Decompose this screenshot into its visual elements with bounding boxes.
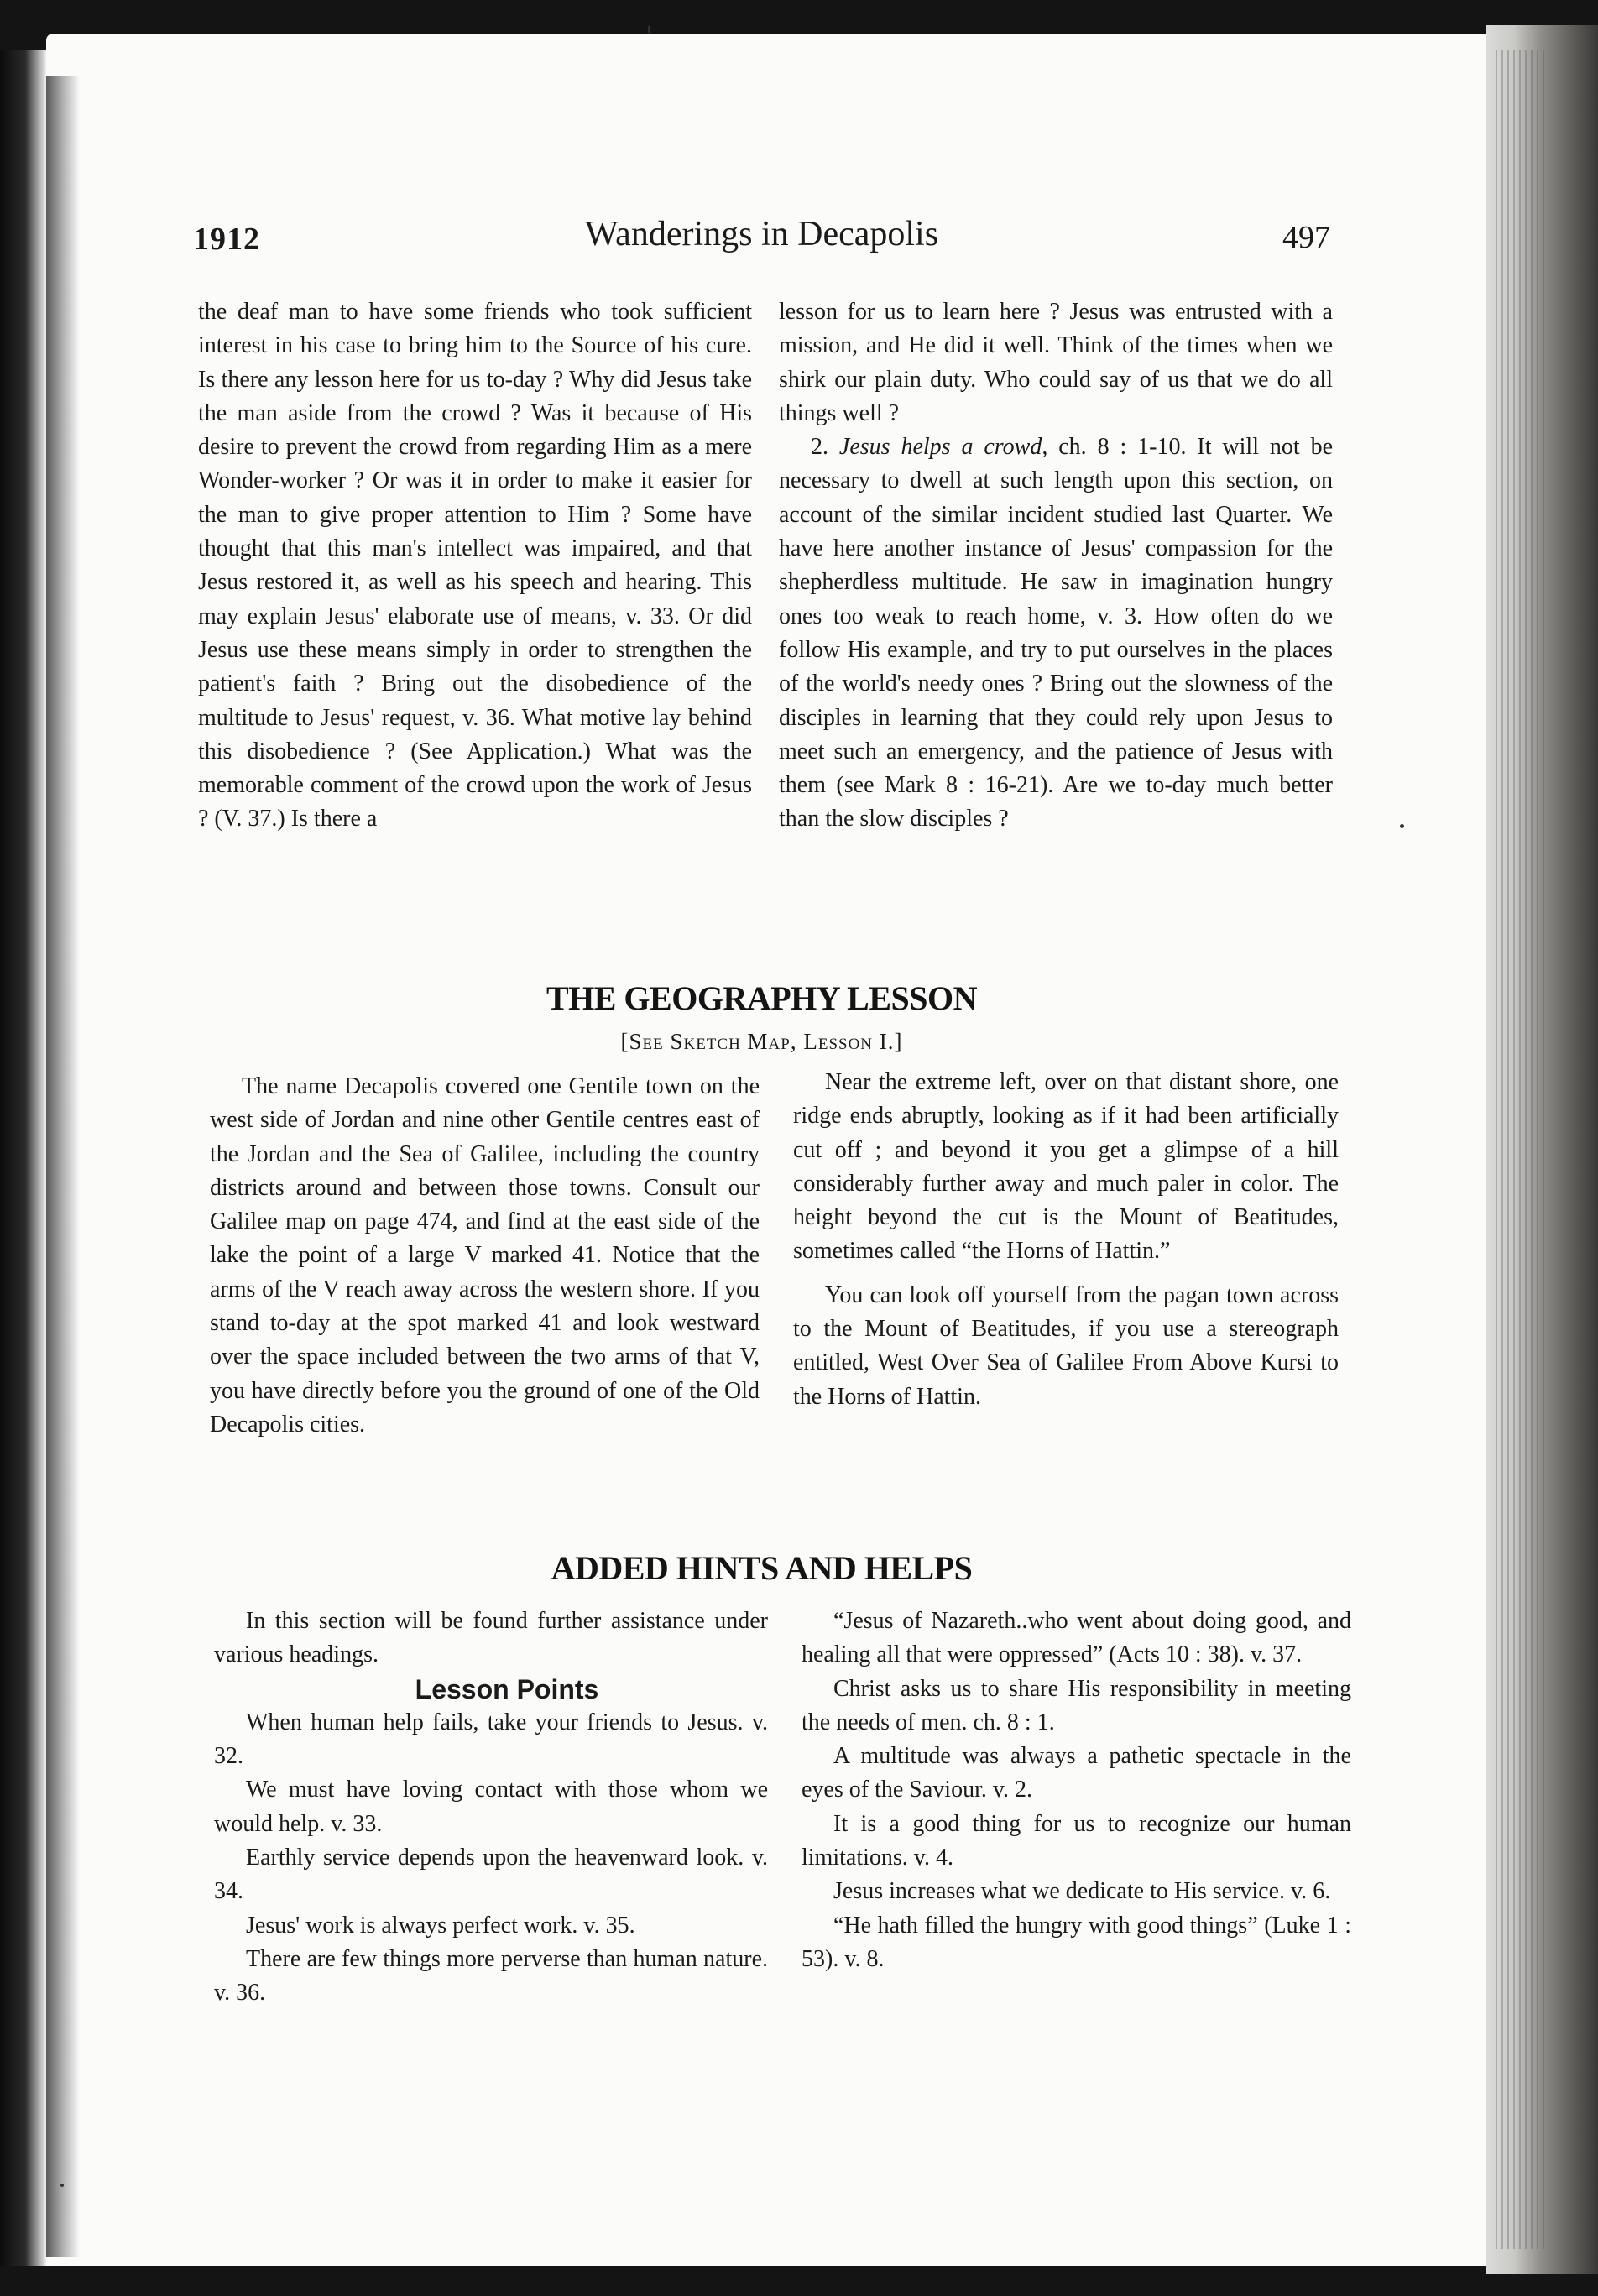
paragraph-section-2	[779, 430, 1333, 837]
paragraph: You can look off yourself from the pagan town across to the Mount of Beatitudes, if you use a stereograph entitled, West Over Sea of Galilee From Above Kursi to the Horns of Hattin.	[793, 1281, 1339, 1410]
header-year: 1912	[193, 222, 260, 257]
lesson-point: Jesus' work is always perfect work. v. 35.	[246, 1912, 635, 1939]
intro-left-column	[198, 295, 752, 837]
page-edge-lines	[1496, 50, 1546, 2249]
lesson-point: When human help fails, take your friends to Jesus. v. 32.	[214, 1709, 768, 1770]
paragraph: the deaf man to have some friends who took sufficient interest in his case to bring him to the Source of his cure. Is there any lesson here for us to-day ? Why did Jesus take the man aside from the crowd ? Was it because of His desire to prevent the crowd from regarding Him as a mere Wonder-worker ? Or was it in order to make it easier for the man to give proper attention to Him ? Some have thought that this man's intellect was impaired, and that Jesus restored it, as well as his speech and hearing. This may explain Jesus' elaborate use of means, v. 33. Or did Jesus use these means simply in order to strengthen the patient's faith ? Bring out the disobedience of the multitude to Jesus' request, v. 36. What motive lay behind this disobedience ? (See Application.) What was the memorable comment of the crowd upon the work of Jesus ? (V. 37.) Is there a	[198, 299, 752, 832]
scan-speck	[60, 2184, 64, 2187]
scan-background-left	[0, 50, 50, 2266]
paragraph: The name Decapolis covered one Gentile town on the west side of Jordan and nine other Gentile centres east of the Jordan and the Sea of Galilee, including the country districts around and between those towns. Consult our Galilee map on page 474, and find at the east side of the lake the point of a large V marked 41. Notice that the arms of the V reach away across the western shore. If you stand to-day at the spot marked 41 and look westward over the space included between the two arms of that V, you have directly before you the ground of one of the Old Decapolis cities.	[210, 1073, 760, 1438]
lesson-point: “He hath filled the hungry with good things” (Luke 1 : 53). v. 8.	[802, 1912, 1351, 1972]
lesson-point: “Jesus of Nazareth..who went about doing good, and healing all that were oppressed” (Acts 10 : 38). v. 37.	[802, 1608, 1351, 1668]
scan-speck	[1400, 824, 1404, 828]
spine-shadow	[46, 76, 80, 2257]
lesson-point: There are few things more perverse than human nature. v. 36.	[214, 1945, 768, 2006]
geography-right-column	[793, 1066, 1339, 1414]
paragraph: Near the extreme left, over on that distant shore, one ridge ends abruptly, looking as if it had been artificially cut off ; and beyond it you get a glimpse of a hill considerably further away and much paler in color. The height beyond the cut is the Mount of Beatitudes, sometimes called “the Horns of Hattin.”	[793, 1069, 1339, 1265]
geography-title: THE GEOGRAPHY LESSON	[546, 979, 978, 1017]
header-title: Wanderings in Decapolis	[584, 215, 939, 253]
section-text: ch. 8 : 1-10. It will not be necessary to dwell at such length upon this section, on account of the similar incident studied last Quarter. We have here another instance of Jesus' compassion for the shepherdless multitude. He saw in imagination hungry ones too weak to reach home, v. 3. How often do we follow His example, and try to put ourselves in the places of the world's needy ones ? Bring out the slowness of the disciples in learning that they could rely upon Jesus to meet such an emergency, and the patience of Jesus with them (see Mark 8 : 16-21). Are we to-day much better than the slow disciples ?	[779, 434, 1333, 832]
lesson-points-heading: Lesson Points	[415, 1673, 599, 1704]
page-number: 497	[1282, 220, 1330, 255]
scan-speck	[648, 25, 650, 34]
lesson-point: Earthly service depends upon the heavenward look. v. 34.	[214, 1845, 768, 1905]
lesson-point: We must have loving contact with those whom we would help. v. 33.	[214, 1777, 768, 1837]
section-heading: Jesus helps a crowd,	[838, 434, 1048, 461]
hints-right-column	[802, 1605, 1351, 1976]
lesson-point: Christ asks us to share His responsibility in meeting the needs of men. ch. 8 : 1.	[802, 1675, 1351, 1735]
running-head	[193, 214, 1330, 264]
geography-subtitle: [See Sketch Map, Lesson I.]	[620, 1029, 903, 1054]
paragraph: lesson for us to learn here ? Jesus was entrusted with a mission, and He did it well. Think of the times when we shirk our plain duty. Who could say of us that we do all things well ?	[779, 299, 1333, 426]
hints-title: ADDED HINTS AND HELPS	[551, 1549, 973, 1587]
lesson-point: A multitude was always a pathetic spectacle in the eyes of the Saviour. v. 2.	[802, 1743, 1351, 1803]
lesson-point: It is a good thing for us to recognize our human limitations. v. 4.	[802, 1810, 1351, 1871]
hints-intro: In this section will be found further assistance under various headings.	[214, 1608, 768, 1668]
lesson-point: Jesus increases what we dedicate to His service. v. 6.	[833, 1878, 1331, 1905]
section-number: 2.	[811, 434, 828, 461]
geography-left-column	[210, 1070, 760, 1442]
intro-right-column	[779, 295, 1333, 837]
hints-left-column	[214, 1605, 768, 2011]
